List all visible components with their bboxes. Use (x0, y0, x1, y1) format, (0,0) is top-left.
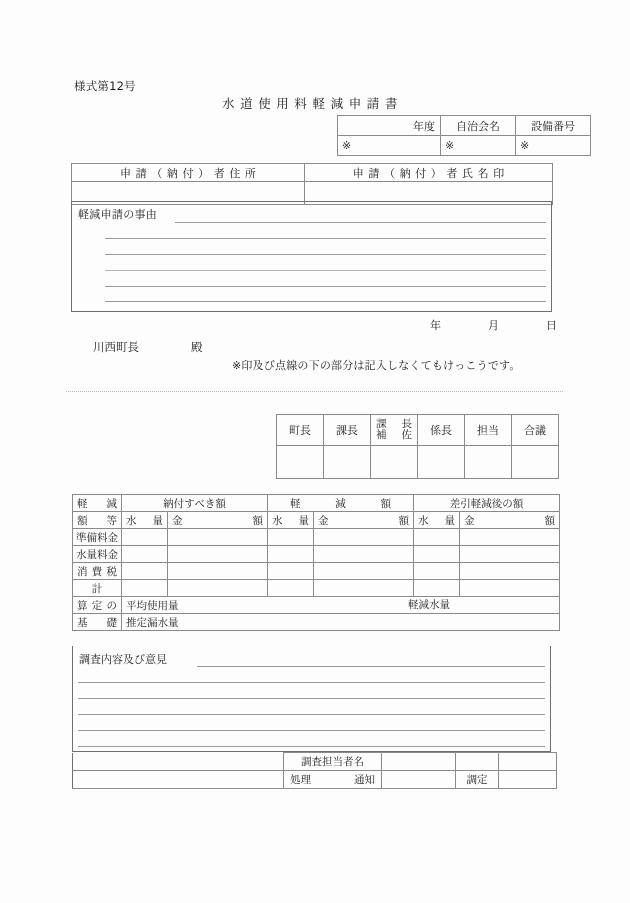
reason-rule-3 (105, 254, 546, 255)
calc-row-label-total: 計 (73, 580, 122, 597)
calc-cell-total-after-amount[interactable] (460, 580, 560, 597)
table-row (277, 446, 559, 479)
calc-cell-basic-reduction-volume[interactable] (268, 529, 314, 546)
calc-subheader-amount-after (460, 512, 560, 529)
calc-corner-label-bottom-text: 額 等 (77, 514, 117, 527)
calc-cell-tax-payable-volume[interactable] (122, 563, 168, 580)
calc-cell-volume-after-volume[interactable] (414, 546, 460, 563)
survey-opinion-box[interactable] (72, 646, 551, 752)
reason-rule-1 (175, 222, 546, 223)
date-line (430, 317, 557, 333)
assessment-label: 調定 (456, 771, 499, 789)
calc-cell-basic-reduction-amount[interactable] (314, 529, 414, 546)
table-row (73, 771, 557, 789)
survey-rule-2 (78, 682, 545, 683)
stamp-slot-staff[interactable] (465, 446, 512, 479)
reason-label: 軽減申請の事由 (78, 208, 158, 221)
bottom-spacer-3 (499, 753, 557, 771)
table-row (338, 136, 591, 156)
inspector-name-label: 調査担当者名 (284, 753, 382, 771)
calc-cell-volume-after-amount[interactable] (460, 546, 560, 563)
bottom-spacer-1 (73, 753, 284, 771)
survey-opinion-label: 調査内容及び意見 (79, 653, 167, 666)
calc-cell-total-reduction-volume[interactable] (268, 580, 314, 597)
calc-cell-total-payable-volume[interactable] (122, 580, 168, 597)
calc-cell-basic-payable-amount[interactable] (168, 529, 268, 546)
calc-cell-tax-payable-amount[interactable] (168, 563, 268, 580)
calc-basis-reduced-volume-label: 軽減水量 (408, 599, 450, 611)
applicant-name-header (305, 164, 553, 182)
survey-rule-3 (78, 698, 545, 699)
calc-cell-basic-after-volume[interactable] (414, 529, 460, 546)
survey-rule-6 (78, 746, 545, 747)
date-month-label: 月 (488, 319, 499, 332)
stamp-header-deputy-chief-text: 課 長 補 佐 (376, 417, 412, 441)
stamp-slot-conference[interactable] (512, 446, 559, 479)
table-row (73, 529, 560, 546)
table-row (73, 614, 560, 631)
calc-cell-tax-after-volume[interactable] (414, 563, 460, 580)
calc-basis-label-line1-text: 算 定 の (77, 599, 117, 612)
table-row (73, 753, 557, 771)
applicant-address-header (72, 164, 305, 182)
reason-rule-6 (105, 301, 546, 302)
calc-basis-estimated-leak-row[interactable] (122, 614, 560, 631)
calc-cell-tax-after-amount[interactable] (460, 563, 560, 580)
table-row (338, 116, 591, 136)
calc-basis-label-line2-text: 基 礎 (77, 616, 117, 629)
dotted-divider (66, 391, 563, 392)
calc-group-header-reduction (268, 495, 414, 512)
inspector-name-value[interactable] (382, 753, 456, 771)
calc-subheader-volume-payable (122, 512, 168, 529)
table-row (72, 164, 553, 182)
calc-cell-tax-reduction-volume[interactable] (268, 563, 314, 580)
meta-table (337, 115, 591, 156)
addressee-name: 川西町長 (93, 340, 139, 354)
calc-basis-average-usage-row[interactable] (122, 597, 560, 614)
meta-value-association[interactable]: ※ (441, 136, 516, 156)
stamp-header-deputy-chief (371, 415, 418, 446)
table-row (73, 563, 560, 580)
stamp-header-mayor: 町長 (277, 415, 324, 446)
form-number: 様式第12号 (74, 79, 136, 93)
calc-cell-basic-payable-volume[interactable] (122, 529, 168, 546)
calc-subheader-amount-payable-text: 金 額 (172, 514, 263, 527)
calc-row-label-volume-charge: 水量料金 (73, 546, 122, 563)
applicant-address-header-text: 申 請 （ 納 付 ） 者 住 所 (120, 166, 261, 180)
calc-subheader-volume-payable-text: 水 量 (126, 514, 163, 527)
survey-rule-4 (78, 714, 545, 715)
meta-value-year[interactable]: ※ (338, 136, 441, 156)
process-notice-label-text: 処理 通知 (290, 774, 375, 786)
addressee-honorific: 殿 (191, 340, 203, 354)
reason-rule-4 (105, 270, 546, 271)
calc-cell-volume-reduction-volume[interactable] (268, 546, 314, 563)
calc-cell-basic-after-amount[interactable] (460, 529, 560, 546)
meta-header-equipment-number: 設備番号 (516, 116, 591, 136)
calc-basis-label-line1 (73, 597, 122, 614)
stamp-slot-chief[interactable] (324, 446, 371, 479)
table-row (73, 580, 560, 597)
meta-header-year: 年度 (338, 116, 441, 136)
stamp-header-conference: 合議 (512, 415, 559, 446)
stamp-slot-mayor[interactable] (277, 446, 324, 479)
calc-cell-total-after-volume[interactable] (414, 580, 460, 597)
calc-group-header-after: 差引軽減後の額 (414, 495, 560, 512)
survey-rule-5 (78, 730, 545, 731)
calculation-table (72, 494, 560, 631)
reason-rule-5 (105, 286, 546, 287)
applicant-table (71, 163, 553, 205)
calc-row-label-consumption-tax (73, 563, 122, 580)
applicant-name-header-text: 申 請 （ 納 付 ） 者 氏 名 印 (352, 166, 509, 180)
stamp-slot-section-chief[interactable] (418, 446, 465, 479)
date-year-label: 年 (430, 319, 441, 332)
calc-corner-label-bottom (73, 512, 122, 529)
calc-cell-tax-reduction-amount[interactable] (314, 563, 414, 580)
survey-rule-1 (197, 666, 545, 667)
calc-subheader-amount-reduction (314, 512, 414, 529)
calc-subheader-amount-payable (168, 512, 268, 529)
calc-basis-average-usage-label: 平均使用量 (126, 599, 179, 612)
table-row (277, 415, 559, 446)
addressee (93, 339, 203, 355)
calc-subheader-volume-reduction (268, 512, 314, 529)
calc-basis-label-line2 (73, 614, 122, 631)
calc-subheader-amount-after-text: 金 額 (464, 514, 555, 527)
calc-cell-total-reduction-amount[interactable] (314, 580, 414, 597)
calc-cell-volume-payable-amount[interactable] (168, 546, 268, 563)
calc-group-header-reduction-text: 軽 減 額 (290, 497, 391, 510)
meta-header-association: 自治会名 (441, 116, 516, 136)
stamp-header-staff: 担当 (465, 415, 512, 446)
instruction-note: ※印及び点線の下の部分は記入しなくてもけっこうです。 (232, 359, 521, 372)
approval-stamp-table (276, 414, 559, 479)
calc-subheader-volume-after (414, 512, 460, 529)
calc-row-label-basic-charge: 準備料金 (73, 529, 122, 546)
calc-corner-label-top (73, 495, 122, 512)
calc-corner-label-top-text: 軽 減 (77, 497, 117, 510)
processing-table (72, 752, 557, 789)
calc-basis-estimated-leak-label: 推定漏水量 (126, 616, 179, 629)
calc-row-label-consumption-tax-text: 消 費 税 (77, 565, 117, 578)
assessment-value[interactable] (499, 771, 557, 789)
process-notice-value[interactable] (382, 771, 456, 789)
stamp-header-section-chief: 係長 (418, 415, 465, 446)
table-row (73, 495, 560, 512)
bottom-spacer-2 (456, 753, 499, 771)
reason-rule-2 (105, 238, 546, 239)
table-row (73, 597, 560, 614)
stamp-slot-deputy-chief[interactable] (371, 446, 418, 479)
calc-cell-volume-reduction-amount[interactable] (314, 546, 414, 563)
table-row (73, 512, 560, 529)
calc-subheader-amount-reduction-text: 金 額 (318, 514, 409, 527)
date-day-label: 日 (546, 319, 557, 332)
stamp-header-chief: 課長 (324, 415, 371, 446)
calc-subheader-volume-after-text: 水 量 (418, 514, 455, 527)
page-title: 水道使用料軽減申請書 (222, 96, 404, 111)
calc-group-header-payable: 納付すべき額 (122, 495, 268, 512)
calc-cell-total-payable-amount[interactable] (168, 580, 268, 597)
process-notice-label (284, 771, 382, 789)
table-row (73, 546, 560, 563)
calc-cell-volume-payable-volume[interactable] (122, 546, 168, 563)
bottom-spacer-4 (73, 771, 284, 789)
reason-box[interactable] (71, 201, 552, 312)
calc-subheader-volume-reduction-text: 水 量 (272, 514, 309, 527)
meta-value-equipment-number[interactable]: ※ (516, 136, 591, 156)
